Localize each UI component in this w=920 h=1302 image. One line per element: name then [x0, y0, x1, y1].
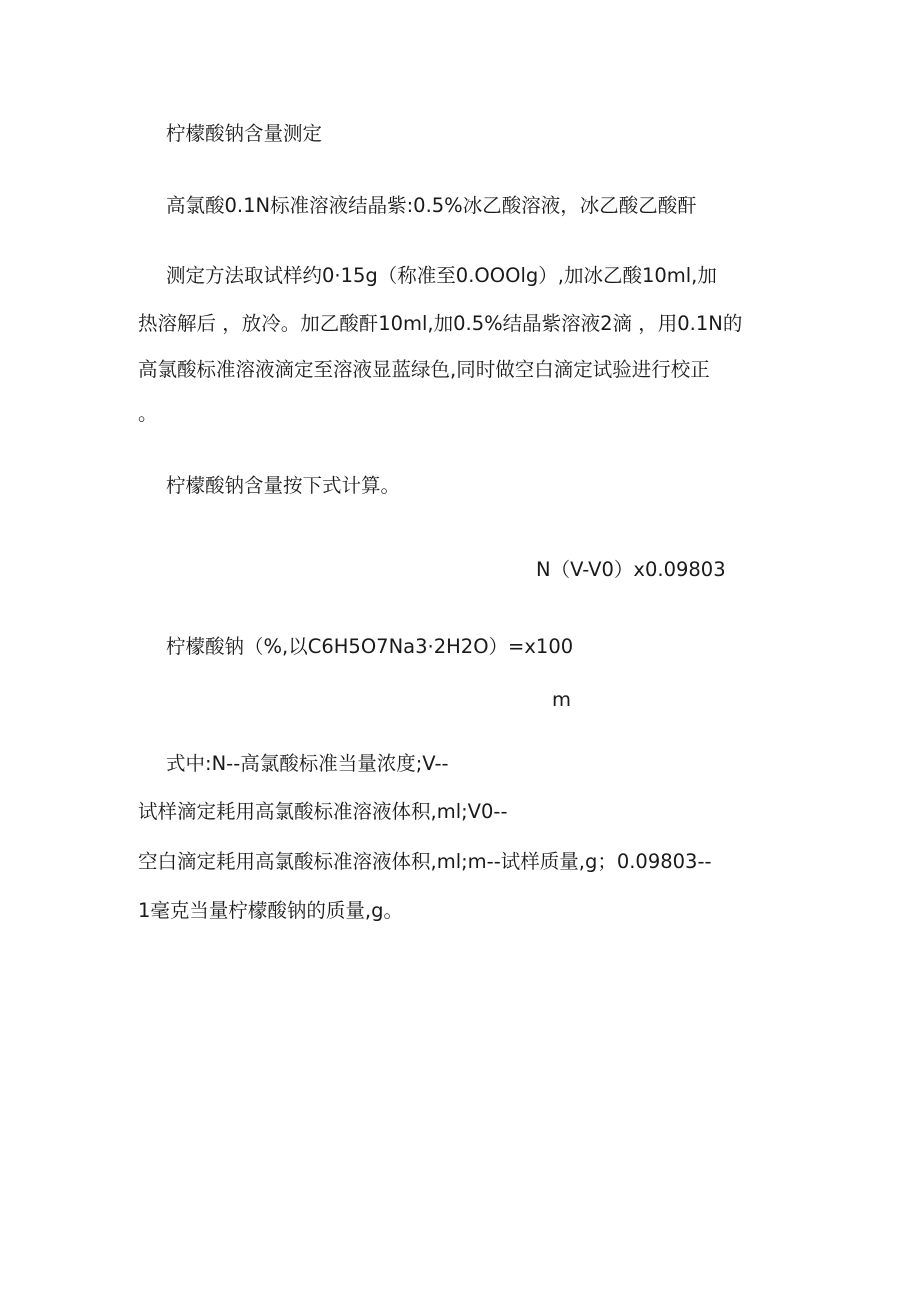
formula-numerator: N（V-V0）x0.09803 — [536, 558, 726, 581]
formula-denominator: m — [552, 688, 571, 711]
definition-line-2: 试样滴定耗用高氯酸标准溶液体积,ml;V0-- — [138, 800, 508, 823]
calculation-intro: 柠檬酸钠含量按下式计算。 — [166, 474, 401, 497]
formula-main: 柠檬酸钠（%,以C6H5O7Na3·2H2O）=x100 — [166, 635, 574, 658]
document-title: 柠檬酸钠含量测定 — [166, 122, 323, 145]
method-line-3: 高氯酸标准溶液滴定至溶液显蓝绿色,同时做空白滴定试验进行校正 — [138, 358, 710, 381]
method-line-2: 热溶解后 ，放冷。加乙酸酐10ml,加0.5%结晶紫溶液2滴 ，用0.1N的 — [138, 312, 743, 335]
method-line-4: 。 — [138, 402, 158, 425]
definition-line-3: 空白滴定耗用高氯酸标准溶液体积,ml;m--试样质量,g；0.09803-- — [138, 850, 712, 873]
definition-line-4: 1毫克当量柠檬酸钠的质量,g。 — [138, 899, 403, 922]
method-line-1: 测定方法取试样约0·15g（称准至0.OOOlg）,加冰乙酸10ml,加 — [166, 264, 717, 287]
reagents-paragraph: 高氯酸0.1N标准溶液结晶紫:0.5%冰乙酸溶液，冰乙酸乙酸酐 — [166, 194, 697, 217]
definition-line-1: 式中:N--高氯酸标准当量浓度;V-- — [166, 752, 449, 775]
